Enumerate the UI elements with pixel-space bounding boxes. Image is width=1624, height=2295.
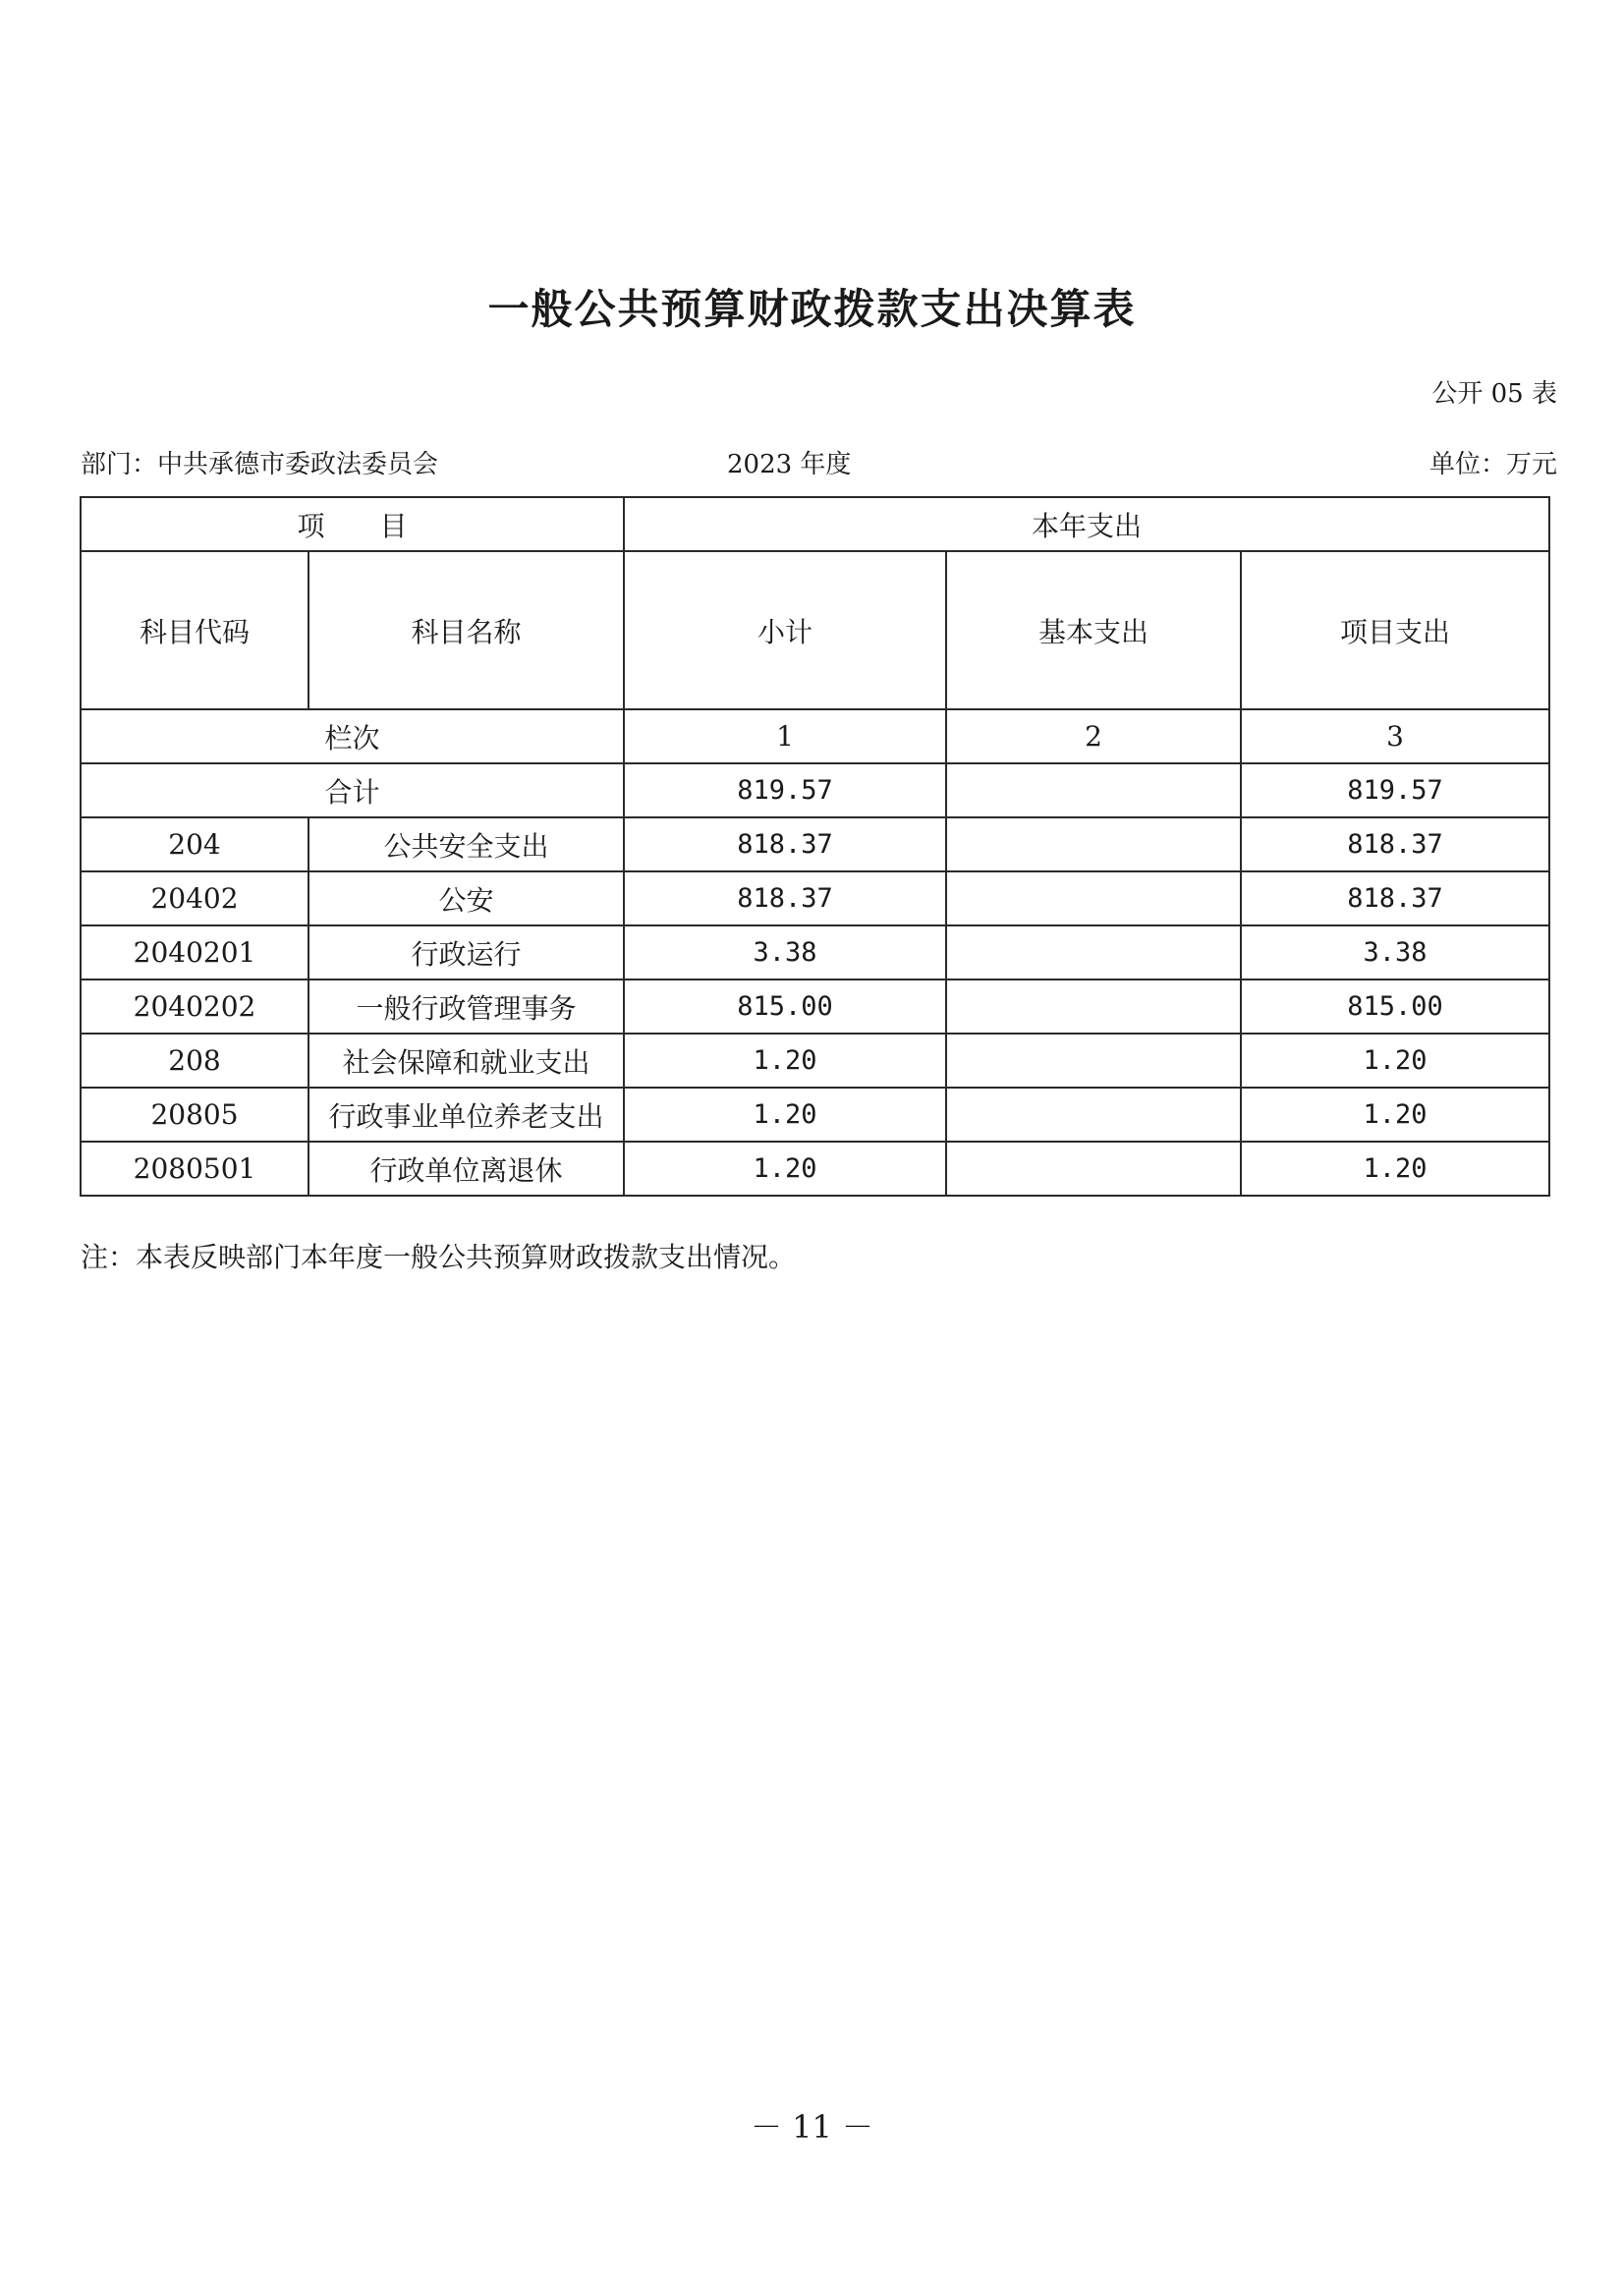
row-name: 社会保障和就业支出 <box>308 1034 624 1088</box>
header-row-top <box>81 497 1549 551</box>
total-project: 819.57 <box>1241 763 1549 817</box>
header-subtotal: 小计 <box>624 551 946 709</box>
total-subtotal: 819.57 <box>624 763 946 817</box>
row-name: 一般行政管理事务 <box>308 980 624 1034</box>
total-basic <box>946 763 1241 817</box>
row-subtotal: 3.38 <box>624 925 946 980</box>
column-index-2: 2 <box>946 709 1241 763</box>
row-name: 公共安全支出 <box>308 817 624 871</box>
table-row <box>81 1088 1549 1142</box>
page-number: － 11 － <box>750 2108 874 2146</box>
total-label: 合计 <box>81 763 624 817</box>
row-subtotal: 815.00 <box>624 980 946 1034</box>
table-note: 注：本表反映部门本年度一般公共预算财政拨款支出情况。 <box>81 1241 797 1273</box>
row-subtotal: 1.20 <box>624 1034 946 1088</box>
total-row <box>81 763 1549 817</box>
row-code: 20805 <box>81 1088 308 1142</box>
table-row <box>81 817 1549 871</box>
row-project: 818.37 <box>1241 871 1549 925</box>
row-subtotal: 1.20 <box>624 1142 946 1196</box>
header-current-year: 本年支出 <box>624 497 1549 551</box>
row-subtotal: 818.37 <box>624 871 946 925</box>
header-project-expense: 项目支出 <box>1241 551 1549 709</box>
header-name: 科目名称 <box>308 551 624 709</box>
row-code: 20402 <box>81 871 308 925</box>
row-basic <box>946 925 1241 980</box>
department-label: 部门：中共承德市委政法委员会 <box>81 450 439 479</box>
row-project: 3.38 <box>1241 925 1549 980</box>
table-row <box>81 1034 1549 1088</box>
table-row <box>81 1142 1549 1196</box>
row-code: 2040202 <box>81 980 308 1034</box>
row-code: 2080501 <box>81 1142 308 1196</box>
form-number: 公开 05 表 <box>1431 379 1557 409</box>
page-title: 一般公共预算财政拨款支出决算表 <box>487 285 1137 333</box>
row-project: 815.00 <box>1241 980 1549 1034</box>
row-basic <box>946 871 1241 925</box>
header-code: 科目代码 <box>81 551 308 709</box>
row-subtotal: 818.37 <box>624 817 946 871</box>
row-name: 行政运行 <box>308 925 624 980</box>
row-basic <box>946 1088 1241 1142</box>
row-basic <box>946 1034 1241 1088</box>
row-code: 208 <box>81 1034 308 1088</box>
row-code: 2040201 <box>81 925 308 980</box>
table-row <box>81 925 1549 980</box>
unit-label: 单位：万元 <box>1428 450 1557 479</box>
row-basic <box>946 817 1241 871</box>
header-basic: 基本支出 <box>946 551 1241 709</box>
row-project: 1.20 <box>1241 1142 1549 1196</box>
column-index-1: 1 <box>624 709 946 763</box>
header-project: 项 目 <box>81 497 624 551</box>
row-name: 公安 <box>308 871 624 925</box>
row-project: 1.20 <box>1241 1088 1549 1142</box>
table-row <box>81 871 1549 925</box>
row-name: 行政事业单位养老支出 <box>308 1088 624 1142</box>
row-project: 818.37 <box>1241 817 1549 871</box>
row-code: 204 <box>81 817 308 871</box>
header-row-columns <box>81 551 1549 709</box>
column-index-row <box>81 709 1549 763</box>
row-project: 1.20 <box>1241 1034 1549 1088</box>
row-basic <box>946 1142 1241 1196</box>
fiscal-year-label: 2023 年度 <box>727 450 852 479</box>
row-basic <box>946 980 1241 1034</box>
row-name: 行政单位离退休 <box>308 1142 624 1196</box>
column-index-label: 栏次 <box>81 709 624 763</box>
table-row <box>81 980 1549 1034</box>
row-subtotal: 1.20 <box>624 1088 946 1142</box>
expenditure-table <box>80 496 1550 1197</box>
column-index-3: 3 <box>1241 709 1549 763</box>
